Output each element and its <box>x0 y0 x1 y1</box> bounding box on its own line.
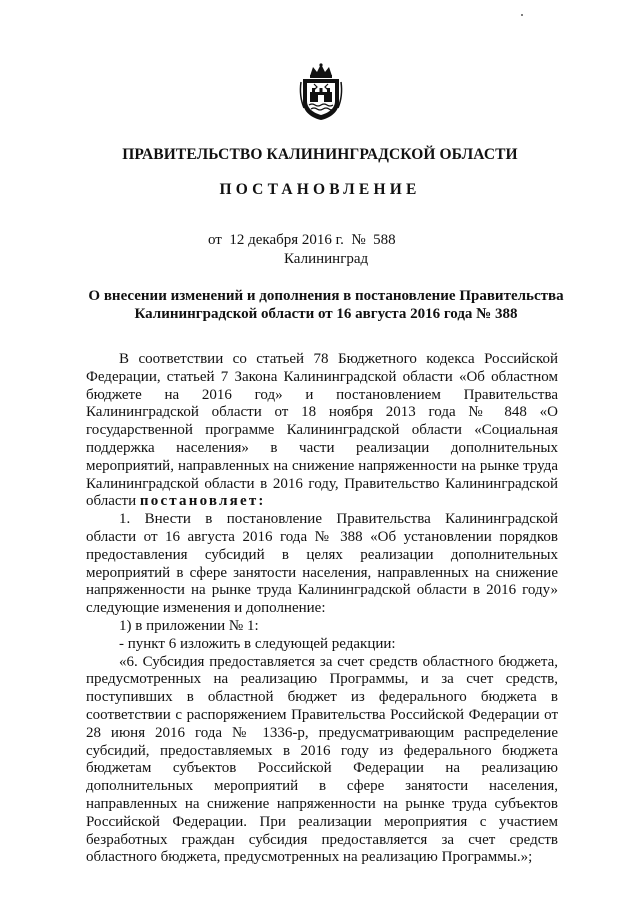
document-number: 588 <box>373 232 396 248</box>
number-sign: № <box>351 232 366 248</box>
document-date: 12 декабря 2016 г. <box>229 232 344 248</box>
document-type: ПОСТАНОВЛЕНИЕ <box>219 181 421 198</box>
date-line <box>208 232 396 249</box>
coat-of-arms-emblem <box>298 62 344 122</box>
document-subject: О внесении изменений и дополнения в постановление Правительства Калининградской области от 16 августа 2016 года № 388 <box>88 288 564 322</box>
quoted-clause-paragraph: «6. Субсидия предоставляется за счет средств областного бюджета, предусмотренных на реализацию Программы, и за счет средств, поступивших в областной бюджет из федерального бюджета в соответствии с распоряжением Правительства Российской Федерации от 28 июня 2016 года № 1336-р, предусматривающим распределение субсидий, предоставляемых в 2016 году из федерального бюджета бюджетам субъектов Российской Федерации на реализацию дополнительных мероприятий в сфере занятости населения, направленных на снижение напряженности на рынке труда субъектов Российской Федерации. При реализации мероприятия с участием безработных граждан субсидия предоставляется за счет средств областного бюджета, предусмотренных на реализацию Программы.»; <box>86 653 558 866</box>
item-1-paragraph: 1. Внести в постановление Правительства Калининградской области от 16 августа 2016 года № 388 «Об установлении порядков предоставления субсидий в целях реализации дополнительных мероприятий в сфере занятости населения, направленных на снижение напряженности на рынке труда Калининградской области в 2016 году» следующие изменения и дополнение: <box>86 511 558 617</box>
preamble-paragraph <box>86 351 558 511</box>
scan-speck <box>521 14 523 16</box>
resolves-word: постановляет: <box>139 493 266 510</box>
preamble-text: В соответствии со статьей 78 Бюджетного кодекса Российской Федерации, статьей 7 Закона Калининградской области «Об областном бюджете на 2016 год» и постановлением Правительства Калининградской области от 18 ноября 2013 года № 848 «О государственной программе Калининградской области «Социальная поддержка населения» в части реализации дополнительных мероприятий, направленных на снижение напряженности на рынке труда Калининградской области в 2016 году, Правительство Калининградской области <box>86 351 558 510</box>
item-1-1-paragraph: 1) в приложении № 1: <box>119 617 259 634</box>
city-name: Калининград <box>284 251 369 267</box>
document-body <box>86 351 558 867</box>
government-name: ПРАВИТЕЛЬСТВО КАЛИНИНГРАДСКОЙ ОБЛАСТИ <box>122 146 518 163</box>
item-1-1-a-paragraph: - пункт 6 изложить в следующей редакции: <box>119 635 396 652</box>
date-prefix: от <box>208 232 222 248</box>
